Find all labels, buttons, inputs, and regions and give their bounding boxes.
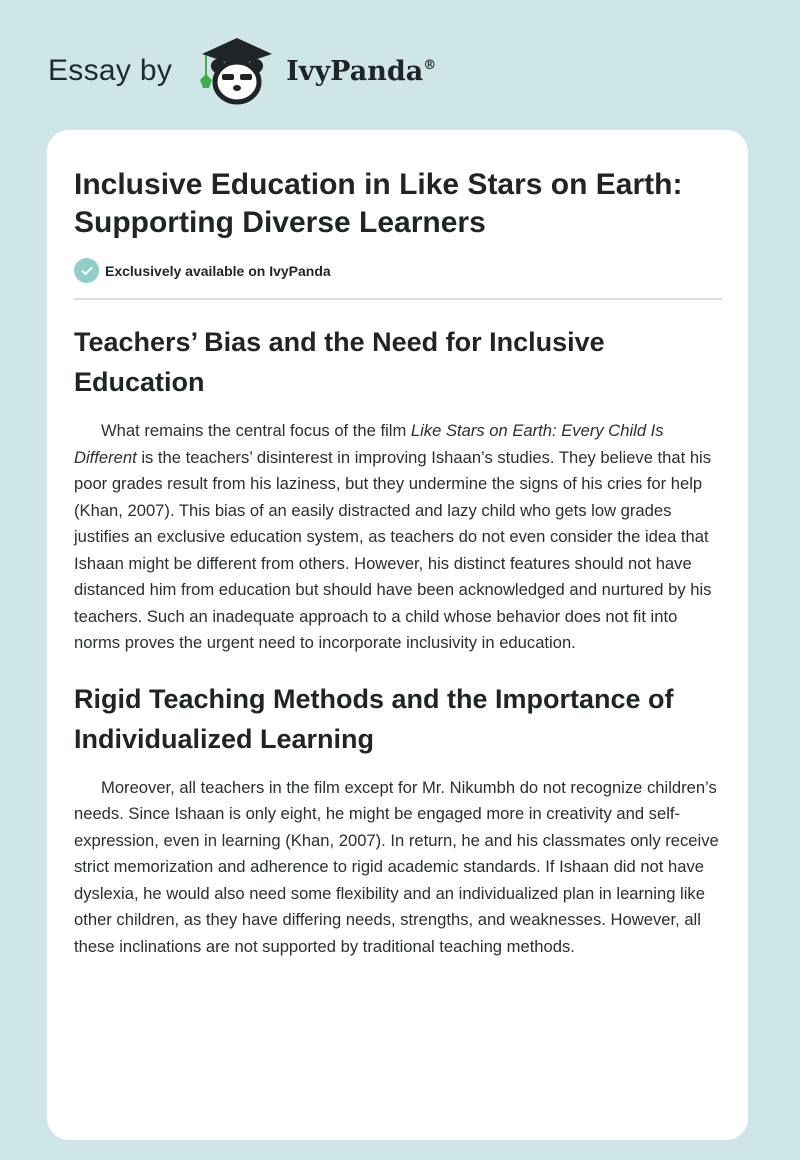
site-header <box>48 36 436 106</box>
section-paragraph <box>74 418 722 657</box>
paragraph-intro: What remains the central focus of the film <box>101 421 411 440</box>
badge-label: Exclusively available on IvyPanda <box>105 262 331 279</box>
divider <box>74 298 722 300</box>
section-heading: Teachers’ Bias and the Need for Inclusive Education <box>74 327 605 397</box>
check-circle-icon <box>74 258 99 283</box>
film-title: Like Stars on Earth: Every Child Is Different <box>74 421 664 467</box>
registered-mark: ® <box>423 57 437 73</box>
paragraph-body: is the teachers’ disinterest in improving Ishaan’s studies. They believe that his poor grades result from his laziness, but they undermine the signs of his cries for help (Khan, 2007). This bias of an easily distracted and lazy child who gets low grades justifies an exclusive education system, as teachers do not even consider the idea that Ishaan might be different from others. However, his distinct features should not have distanced him from education but should have been acknowledged and nurtured by his teachers. Such an inadequate approach to a child whose behavior does not fit into norms proves the urgent need to incorporate inclusivity in education. <box>74 447 712 652</box>
essay-title: Inclusive Education in Like Stars on Earth: Supporting Diverse Learners <box>74 168 683 239</box>
essay-by-label: Essay by <box>48 54 173 87</box>
section-paragraph: Moreover, all teachers in the film except for Mr. Nikumbh do not recognize children’s needs. Since Ishaan is only eight, he might be engaged more in creativity and self-expression, even in learning (Khan, 2007). In return, he and his classmates only receive strict memorization and adherence to rigid academic standards. If Ishaan did not have dyslexia, he would also need some flexibility and an individualized plan in learning like other children, as they have differing needs, strengths, and weaknesses. However, all these inclinations are not supported by traditional teaching methods. <box>74 777 719 956</box>
section-heading: Rigid Teaching Methods and the Importance of Individualized Learning <box>74 683 674 754</box>
panda-graduate-icon <box>192 36 282 106</box>
exclusive-badge <box>74 258 722 283</box>
brand-name: IvyPanda <box>286 55 424 87</box>
brand-logo-text <box>286 56 436 87</box>
essay-card <box>47 130 748 1140</box>
